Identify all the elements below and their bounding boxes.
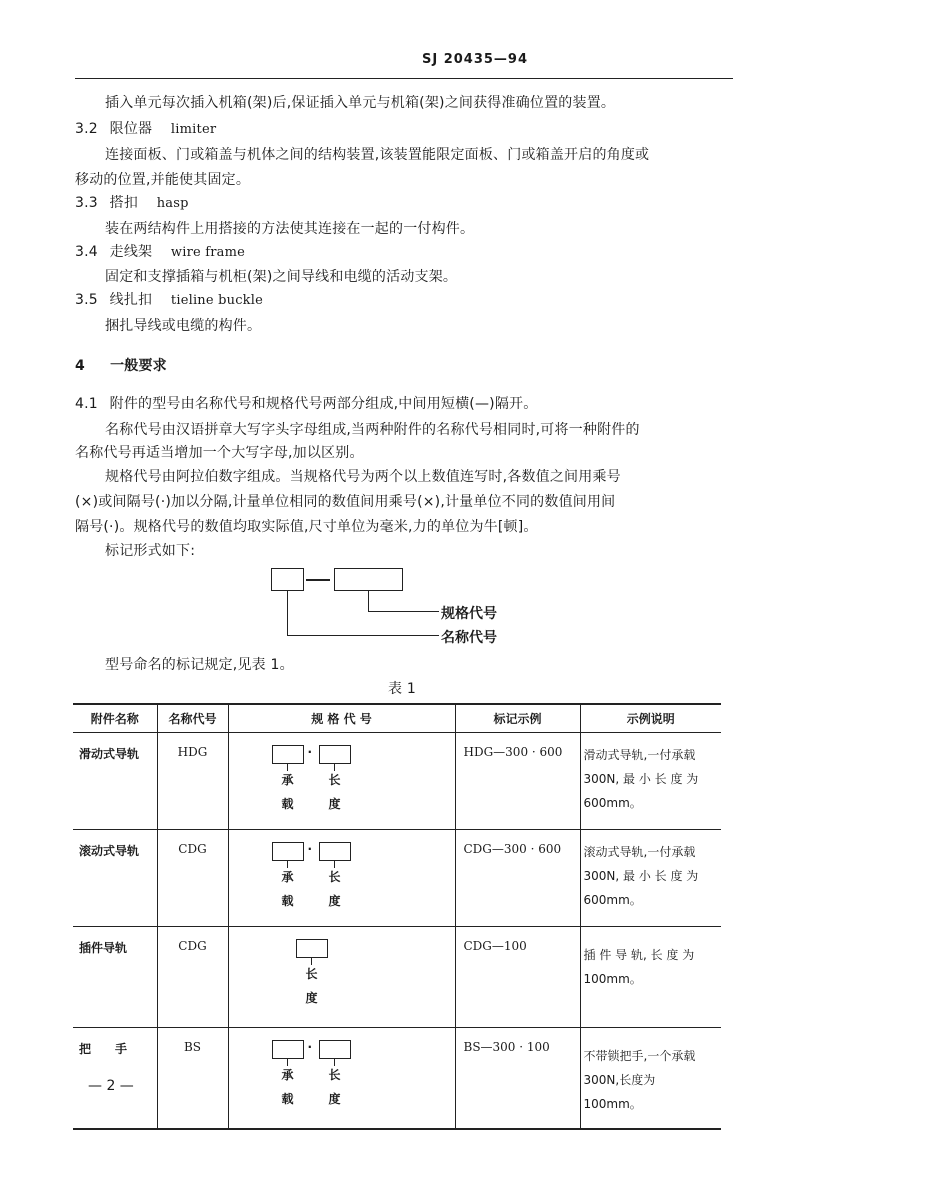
term: 限位器 bbox=[109, 121, 153, 137]
table-caption: 表 1 bbox=[388, 681, 416, 697]
spec-label: 度 bbox=[328, 1092, 341, 1106]
header-cell: 标记示例 bbox=[455, 704, 580, 733]
accessory-name: 插件导轨 bbox=[73, 927, 157, 1028]
spec-box bbox=[319, 842, 351, 861]
spec-leader-horizontal bbox=[368, 611, 439, 612]
section-3-2-heading bbox=[75, 119, 216, 140]
description-line: 300N, 最 小 长 度 为 bbox=[583, 772, 699, 786]
example-description bbox=[580, 733, 721, 830]
paragraph-line: 规格代号由阿拉伯数字组成。当规格代号为两个以上数值连写时,各数值之间用乘号 bbox=[105, 469, 621, 485]
spec-box bbox=[296, 939, 328, 958]
name-leader-horizontal bbox=[287, 635, 439, 636]
spec-label: 载 bbox=[281, 894, 294, 908]
term-english: tieline buckle bbox=[170, 293, 264, 308]
section-number: 3.2 bbox=[75, 121, 98, 137]
section-3-5-heading bbox=[75, 290, 263, 311]
description-line: 插 件 导 轨, 长 度 为 bbox=[583, 948, 695, 962]
separator-dot: · bbox=[307, 1040, 313, 1054]
definition-line: 装在两结构件上用搭接的方法使其连接在一起的一付构件。 bbox=[105, 221, 475, 237]
spec-code-cell bbox=[228, 927, 455, 1028]
name-code-label: 名称代号 bbox=[441, 630, 497, 646]
spec-box bbox=[272, 745, 304, 764]
spec-code-cell bbox=[228, 830, 455, 927]
marking-example: CDG—300 · 600 bbox=[455, 830, 580, 927]
term: 线扎扣 bbox=[109, 292, 153, 308]
leader-tick bbox=[287, 860, 288, 868]
description-line: 600mm。 bbox=[583, 893, 642, 907]
table-row bbox=[73, 733, 721, 830]
marking-example: BS—300 · 100 bbox=[455, 1028, 580, 1130]
document-code: SJ 20435—94 bbox=[421, 52, 529, 67]
spec-label: 度 bbox=[328, 797, 341, 811]
section-number: 4.1 bbox=[75, 396, 98, 412]
spec-label: 度 bbox=[305, 991, 318, 1005]
paragraph-line: 型号命名的标记规定,见表 1。 bbox=[105, 657, 294, 673]
description-line: 600mm。 bbox=[583, 796, 642, 810]
name-code: CDG bbox=[157, 830, 228, 927]
definition-line: 固定和支撑插箱与机柜(架)之间导线和电缆的活动支架。 bbox=[105, 269, 458, 285]
spec-label: 度 bbox=[328, 894, 341, 908]
leader-tick bbox=[287, 1058, 288, 1066]
accessory-table bbox=[73, 703, 721, 1130]
paragraph-line: (×)或间隔号(·)加以分隔,计量单位相同的数值间用乘号(×),计量单位不同的数值间用间 bbox=[75, 494, 616, 510]
accessory-name: 滑动式导轨 bbox=[73, 733, 157, 830]
leader-tick bbox=[334, 860, 335, 868]
leader-tick bbox=[287, 763, 288, 771]
separator-dot: · bbox=[307, 842, 313, 856]
section-3-3-heading bbox=[75, 193, 189, 214]
definition-line: 捆扎导线或电缆的构件。 bbox=[105, 318, 262, 334]
marking-example: HDG—300 · 600 bbox=[455, 733, 580, 830]
term-english: limiter bbox=[170, 122, 217, 137]
definition-line: 移动的位置,并能使其固定。 bbox=[75, 172, 251, 188]
spec-code-box bbox=[334, 568, 403, 591]
spec-label: 承 bbox=[281, 773, 294, 787]
spec-diagram bbox=[229, 927, 455, 1011]
example-description bbox=[580, 830, 721, 927]
section-number: 3.4 bbox=[75, 244, 98, 260]
description-line: 100mm。 bbox=[583, 972, 642, 986]
term-english: hasp bbox=[156, 196, 189, 211]
spec-diagram bbox=[229, 1028, 455, 1112]
definition-line: 连接面板、门或箱盖与机体之间的结构装置,该装置能限定面板、门或箱盖开启的角度或 bbox=[105, 147, 650, 163]
name-leader-vertical bbox=[287, 590, 288, 636]
spec-leader-vertical bbox=[368, 590, 369, 612]
name-code: BS bbox=[157, 1028, 228, 1130]
header-cell: 附件名称 bbox=[73, 704, 157, 733]
paragraph-line: 名称代号再适当增加一个大写字母,加以区别。 bbox=[75, 445, 364, 461]
section-4-1-line bbox=[75, 394, 537, 414]
table-row bbox=[73, 1028, 721, 1130]
spec-box bbox=[272, 842, 304, 861]
spec-code-cell bbox=[228, 1028, 455, 1130]
section-number: 4 bbox=[75, 358, 85, 374]
section-3-4-heading bbox=[75, 242, 245, 263]
table-row bbox=[73, 830, 721, 927]
spec-label: 长 bbox=[328, 870, 341, 884]
term-english: wire frame bbox=[170, 245, 246, 260]
leader-tick bbox=[334, 763, 335, 771]
accessory-name: 把 手 bbox=[73, 1028, 157, 1130]
header-cell: 规 格 代 号 bbox=[228, 704, 455, 733]
spec-code-label: 规格代号 bbox=[441, 606, 497, 622]
spec-diagram bbox=[229, 733, 455, 817]
term: 走线架 bbox=[109, 244, 153, 260]
description-line: 300N,长度为 100mm。 bbox=[583, 1073, 656, 1111]
table-row bbox=[73, 927, 721, 1028]
spec-label: 承 bbox=[281, 870, 294, 884]
name-code-box bbox=[271, 568, 304, 591]
term: 搭扣 bbox=[109, 195, 139, 211]
spec-box bbox=[272, 1040, 304, 1059]
description-line: 300N, 最 小 长 度 为 bbox=[583, 869, 699, 883]
paragraph-line: 名称代号由汉语拼章大写字头字母组成,当两种附件的名称代号相同时,可将一种附件的 bbox=[105, 422, 640, 438]
spec-label: 长 bbox=[305, 967, 318, 981]
table-header-row bbox=[73, 704, 721, 733]
paragraph-text: 附件的型号由名称代号和规格代号两部分组成,中间用短横(—)隔开。 bbox=[109, 396, 538, 412]
spec-diagram bbox=[229, 830, 455, 914]
spec-box bbox=[319, 1040, 351, 1059]
example-description bbox=[580, 1028, 721, 1130]
spec-label: 载 bbox=[281, 797, 294, 811]
spec-code-cell bbox=[228, 733, 455, 830]
spec-label: 载 bbox=[281, 1092, 294, 1106]
example-description bbox=[580, 927, 721, 1028]
description-line: 滚动式导轨,一付承载 bbox=[583, 845, 696, 859]
spec-label: 长 bbox=[328, 1068, 341, 1082]
accessory-name: 滚动式导轨 bbox=[73, 830, 157, 927]
section-title: 一般要求 bbox=[110, 358, 167, 374]
separator-dot: · bbox=[307, 745, 313, 759]
marking-example: CDG—100 bbox=[455, 927, 580, 1028]
name-code: CDG bbox=[157, 927, 228, 1028]
leader-tick bbox=[311, 957, 312, 965]
description-line: 滑动式导轨,一付承载 bbox=[583, 748, 696, 762]
header-rule bbox=[75, 78, 733, 79]
header-cell: 示例说明 bbox=[580, 704, 721, 733]
section-4-heading bbox=[75, 356, 167, 376]
page-number: — 2 — bbox=[88, 1078, 134, 1094]
section-number: 3.3 bbox=[75, 195, 98, 211]
leader-tick bbox=[334, 1058, 335, 1066]
spec-box bbox=[319, 745, 351, 764]
paragraph-line: 插入单元每次插入机箱(架)后,保证插入单元与机箱(架)之间获得准确位置的装置。 bbox=[105, 95, 616, 111]
dash-connector bbox=[306, 579, 330, 581]
paragraph-line: 隔号(·)。规格代号的数值均取实际值,尺寸单位为毫米,力的单位为牛[顿]。 bbox=[75, 519, 538, 535]
section-number: 3.5 bbox=[75, 292, 98, 308]
name-code: HDG bbox=[157, 733, 228, 830]
description-line: 不带锁把手,一个承载 bbox=[583, 1049, 696, 1063]
spec-label: 长 bbox=[328, 773, 341, 787]
paragraph-line: 标记形式如下: bbox=[105, 543, 196, 559]
spec-label: 承 bbox=[281, 1068, 294, 1082]
header-cell: 名称代号 bbox=[157, 704, 228, 733]
